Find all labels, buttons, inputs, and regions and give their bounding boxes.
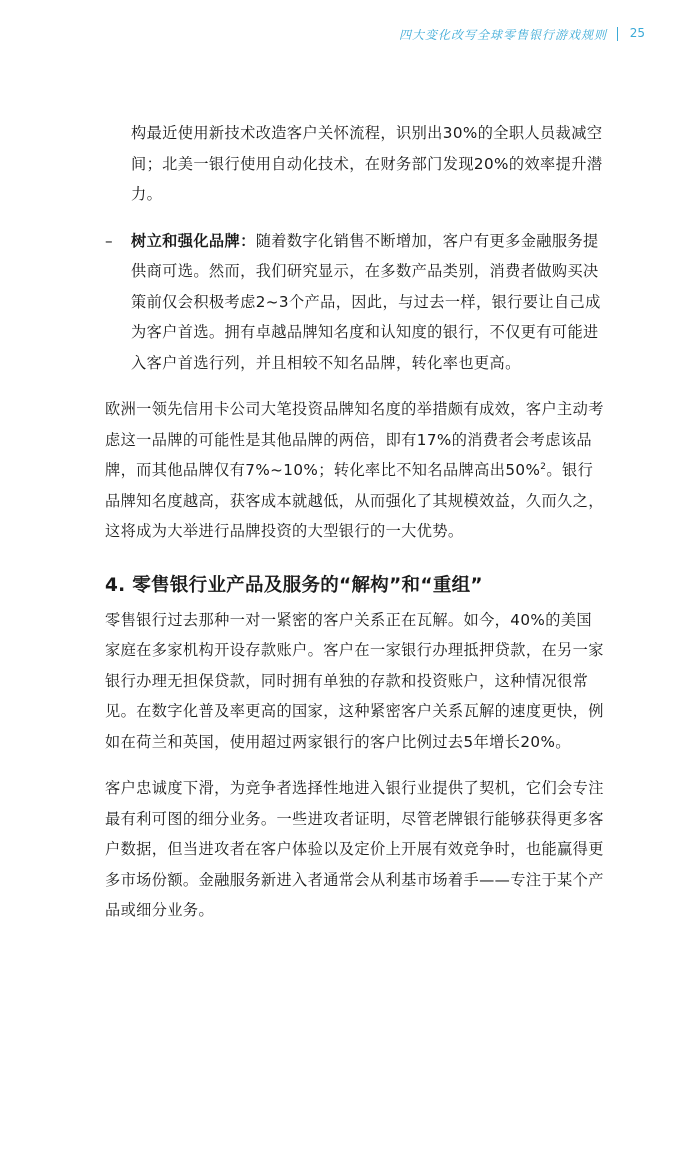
bullet-body: 随着数字化销售不断增加，客户有更多金融服务提供商可选。然而，我们研究显示，在多数产品类别，消费者做购买决策前仅会积极考虑2~3个产品，因此，与过去一样，银行要让自己成为客户首选。拥有卓越品牌知名度和认知度的银行，不仅更有可能进入客户首选行列，并且相较不知名品牌，转化率也更高。 [131,231,601,372]
running-header [0,26,700,46]
header-divider [617,27,618,41]
running-header-title: 四大变化改写全球零售银行游戏规则 [398,28,607,42]
paragraph-brand-text-after: 。银行品牌知名度越高，获客成本就越低，从而强化了其规模效益，久而久之，这将成为大举进行品牌投资的大型银行的一大优势。 [105,461,604,540]
page-number: 25 [629,26,645,40]
section-heading: 4. 零售银行业产品及服务的“解构”和“重组” [105,574,483,596]
paragraph-unbundling: 零售银行过去那种一对一紧密的客户关系正在瓦解。如今，40%的美国家庭在多家机构开设存款账户。客户在一家银行办理抵押贷款，在另一家银行办理无担保贷款，同时拥有单独的存款和投资账户，这种情况很常见。在数字化普及率更高的国家，这种紧密客户关系瓦解的速度更快，例如在荷兰和英国，使用超过两家银行的客户比例过去5年增长20%。 [105,610,604,751]
page-body [105,118,605,926]
paragraph-brand-text-before: 欧洲一领先信用卡公司大笔投资品牌知名度的举措颇有成效，客户主动考虑这一品牌的可能性是其他品牌的两倍，即有17%的消费者会考虑该品牌，而其他品牌仅有7%~10%；转化率比不知名品牌高出50% [105,400,604,479]
bullet-lead: 树立和强化品牌： [131,231,256,250]
bullet-dash: – [105,231,113,250]
paragraph-brand-investment [105,394,605,547]
footnote-marker: 2 [540,461,547,472]
bullet-text [105,226,605,379]
continued-paragraph: 构最近使用新技术改造客户关怀流程，识别出30%的全职人员裁减空间；北美一银行使用自动化技术，在财务部门发现20%的效率提升潜力。 [131,124,603,203]
bullet-item-brand [105,226,605,379]
paragraph-loyalty: 客户忠诚度下滑，为竞争者选择性地进入银行业提供了契机，它们会专注最有利可图的细分业务。一些进攻者证明，尽管老牌银行能够获得更多客户数据，但当进攻者在客户体验以及定价上开展有效竞争时，也能赢得更多市场份额。金融服务新进入者通常会从利基市场着手——专注于某个产品或细分业务。 [105,779,604,919]
